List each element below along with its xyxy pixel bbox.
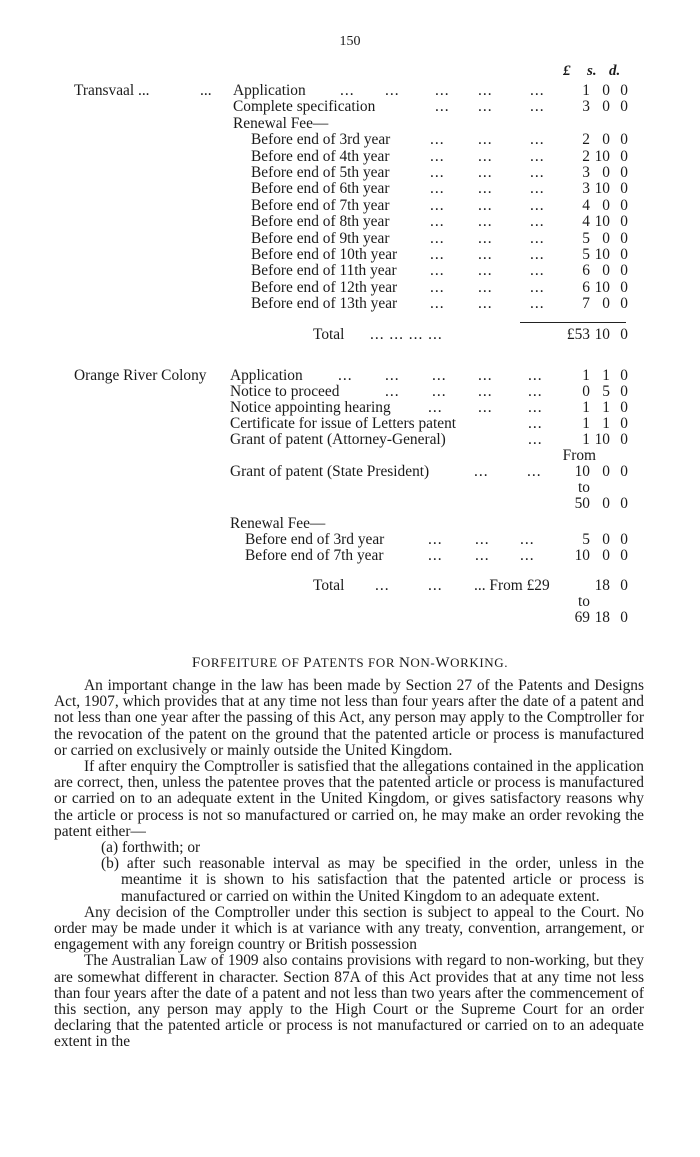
fee-shillings: 0 xyxy=(602,197,610,214)
transvaal-total-pounds: £53 xyxy=(566,326,590,343)
leader-dots: ... xyxy=(530,148,545,165)
list-item-a xyxy=(54,840,644,856)
fee-pounds: 3 xyxy=(582,98,590,115)
fee-item-label: Before end of 3rd year xyxy=(245,531,385,548)
section-heading xyxy=(0,655,700,672)
fee-shillings: 0 xyxy=(602,531,610,548)
fee-shillings: 0 xyxy=(602,82,610,99)
leader-dots: ... xyxy=(478,148,493,165)
leader-dots: ... xyxy=(530,262,545,279)
fee-item-label: Renewal Fee— xyxy=(233,115,329,132)
state-president-grant-label: Grant of patent (State President) xyxy=(230,463,430,480)
fee-pence: 0 xyxy=(620,547,628,564)
leader-dots: ... xyxy=(478,383,493,400)
fee-item-label: Before end of 6th year xyxy=(251,180,390,197)
item-marker: (a) xyxy=(101,839,119,857)
fee-shillings: 10 xyxy=(594,180,610,197)
leader-dots: ... xyxy=(478,279,493,296)
leader-dots: ... xyxy=(478,246,493,263)
heading-cap: P xyxy=(303,655,313,671)
fee-pounds: 4 xyxy=(582,197,590,214)
leader-dots: ... xyxy=(478,213,493,230)
fee-pounds: 3 xyxy=(582,164,590,181)
fee-pounds: 1 xyxy=(582,367,590,384)
fee-pounds: 6 xyxy=(582,262,590,279)
fee-item-label: Application xyxy=(230,367,303,384)
leader-dots: ... xyxy=(375,577,390,594)
orange-total-to-pence: 0 xyxy=(620,609,628,626)
leader-dots: ... xyxy=(528,383,543,400)
leader-dots: ... xyxy=(430,279,445,296)
leader-dots: ... xyxy=(528,431,543,448)
fee-pounds: 4 xyxy=(582,213,590,230)
fee-item-label: Before end of 11th year xyxy=(251,262,397,279)
orange-river-region-label: Orange River Colony xyxy=(74,367,207,384)
leader-dots: ... xyxy=(432,367,447,384)
orange-total-from-shillings: 18 xyxy=(594,577,610,594)
president-to-pounds: 50 xyxy=(574,495,590,512)
leader-dots: ... xyxy=(520,547,535,564)
transvaal-total-rule xyxy=(520,322,626,323)
fee-pounds: 1 xyxy=(582,431,590,448)
leader-dots: ... xyxy=(528,399,543,416)
leader-dots: ... xyxy=(430,246,445,263)
heading-text: ORFEITURE OF xyxy=(200,655,304,670)
fee-pence: 0 xyxy=(620,180,628,197)
fee-shillings: 0 xyxy=(602,230,610,247)
fee-pence: 0 xyxy=(620,262,628,279)
leader-dots: ... xyxy=(478,180,493,197)
leader-dots: ... xyxy=(478,295,493,312)
leader-dots: ... xyxy=(428,547,443,564)
fee-pence: 0 xyxy=(620,131,628,148)
leader-dots: ... xyxy=(530,180,545,197)
fee-shillings: 10 xyxy=(594,213,610,230)
fee-pounds: 0 xyxy=(582,383,590,400)
fee-pounds: 1 xyxy=(582,399,590,416)
fee-item-label: Before end of 13th year xyxy=(251,295,398,312)
fee-shillings: 0 xyxy=(602,295,610,312)
leader-dots: ... xyxy=(430,213,445,230)
fee-pounds: 1 xyxy=(582,82,590,99)
fee-pence: 0 xyxy=(620,82,628,99)
leader-dots: ... xyxy=(478,98,493,115)
fee-pence: 0 xyxy=(620,230,628,247)
to-label: to xyxy=(578,479,590,496)
fee-item-label: Certificate for issue of Letters patent xyxy=(230,415,457,432)
leader-dots: ... xyxy=(530,197,545,214)
leader-dots: ... xyxy=(530,279,545,296)
leader-dots: ... xyxy=(435,82,450,99)
fee-pence: 0 xyxy=(620,148,628,165)
leader-dots: ... xyxy=(340,82,355,99)
region-leader-dots: ... xyxy=(200,82,212,99)
fee-pounds: 5 xyxy=(582,246,590,263)
paragraph: If after enquiry the Comptroller is satisfied that the allegations contained in the application are correct, then, unless the patentee proves that the patented article or process is manufactured or carried on to an adequate extent in the United Kingdom, or gives satisfactory reasons why the article or process is not so manufactured or carried on, he may make an order revoking the patent either— xyxy=(54,758,644,840)
leader-dots: ... xyxy=(478,262,493,279)
leader-dots: ... xyxy=(530,82,545,99)
fee-pounds: 2 xyxy=(582,131,590,148)
fee-pence: 0 xyxy=(620,279,628,296)
leader-dots: ... xyxy=(430,197,445,214)
fee-pence: 0 xyxy=(620,367,628,384)
pence-column-header: d. xyxy=(609,63,621,79)
fee-pence: 0 xyxy=(620,531,628,548)
pounds-column-header: £ xyxy=(563,63,571,79)
leader-dots: ... xyxy=(478,82,493,99)
orange-total-to-shillings: 18 xyxy=(594,609,610,626)
fee-shillings: 0 xyxy=(602,164,610,181)
total-leader-dots: ... ... ... ... xyxy=(370,326,443,343)
fee-pence: 0 xyxy=(620,415,628,432)
fee-pence: 0 xyxy=(620,213,628,230)
leader-dots: ... xyxy=(478,197,493,214)
leader-dots: ... xyxy=(527,463,542,480)
fee-item-label: Before end of 5th year xyxy=(251,164,390,181)
leader-dots: ... xyxy=(430,148,445,165)
leader-dots: ... xyxy=(478,164,493,181)
list-item-b xyxy=(54,856,644,905)
fee-pence: 0 xyxy=(620,399,628,416)
fee-pence: 0 xyxy=(620,431,628,448)
paragraph: The Australian Law of 1909 also contains provisions with regard to non-working, but they are somewhat different in character. Section 87A of this Act provides that at any time not less than four years after the date of a patent and not less than two years after the commencement of this section, any person may apply to the High Court or the Supreme Court for an order declaring that the patented article or process is not manufactured or carried on to an adequate extent in the xyxy=(54,952,644,1051)
leader-dots: ... xyxy=(430,295,445,312)
fee-item-label: Before end of 7th year xyxy=(251,197,390,214)
fee-item-label: Application xyxy=(233,82,306,99)
fee-pence: 0 xyxy=(620,98,628,115)
leader-dots: ... xyxy=(520,531,535,548)
leader-dots: ... xyxy=(530,295,545,312)
orange-total-to-pounds: 69 xyxy=(574,609,590,626)
fee-shillings: 0 xyxy=(602,98,610,115)
fee-pence: 0 xyxy=(620,197,628,214)
fee-shillings: 10 xyxy=(594,148,610,165)
item-text: forthwith; or xyxy=(121,839,201,857)
leader-dots: ... xyxy=(528,415,543,432)
leader-dots: ... xyxy=(478,230,493,247)
fee-pounds: 10 xyxy=(574,547,590,564)
fee-item-label: Before end of 12th year xyxy=(251,279,398,296)
fee-item-label: Before end of 7th year xyxy=(245,547,384,564)
leader-dots: ... xyxy=(385,82,400,99)
paragraph: Any decision of the Comptroller under this section is subject to appeal to the Court. No order may be made under it which is at variance with any treaty, convention, arrangement, or engagement with any foreign country or British possession xyxy=(54,903,644,954)
fee-pounds: 7 xyxy=(582,295,590,312)
to-label: to xyxy=(578,593,590,610)
fee-shillings: 10 xyxy=(594,279,610,296)
heading-cap: N xyxy=(398,655,411,671)
leader-dots: ... xyxy=(428,531,443,548)
leader-dots: ... xyxy=(338,367,353,384)
president-from-pounds: 10 xyxy=(574,463,590,480)
leader-dots: ... xyxy=(530,213,545,230)
leader-dots: ... xyxy=(478,367,493,384)
leader-dots: ... xyxy=(475,547,490,564)
fee-item-label: Complete specification xyxy=(233,98,376,115)
heading-cap: F xyxy=(191,655,201,671)
fee-item-label: Notice appointing hearing xyxy=(230,399,391,416)
heading-text: ATENTS FOR xyxy=(312,655,399,670)
leader-dots: ... xyxy=(478,399,493,416)
fee-pounds: 1 xyxy=(582,415,590,432)
fee-shillings: 1 xyxy=(602,399,610,416)
leader-dots: ... xyxy=(530,98,545,115)
fee-pounds: 2 xyxy=(582,148,590,165)
leader-dots: ... xyxy=(474,463,489,480)
transvaal-total-label: Total xyxy=(313,326,345,343)
heading-text: ORKING. xyxy=(450,655,509,670)
president-from-shillings: 0 xyxy=(602,463,610,480)
leader-dots: ... xyxy=(428,399,443,416)
fee-shillings: 1 xyxy=(602,415,610,432)
fee-shillings: 10 xyxy=(594,246,610,263)
transvaal-region-label: Transvaal ... xyxy=(74,82,150,99)
president-from-pence: 0 xyxy=(620,463,628,480)
from-label: From xyxy=(562,447,596,464)
heading-text: ON- xyxy=(410,655,436,670)
fee-pounds: 5 xyxy=(582,230,590,247)
leader-dots: ... xyxy=(430,262,445,279)
fee-pounds: 5 xyxy=(582,531,590,548)
leader-dots: ... xyxy=(528,367,543,384)
fee-shillings: 10 xyxy=(594,431,610,448)
fee-item-label: Before end of 4th year xyxy=(251,148,390,165)
paragraph: An important change in the law has been made by Section 27 of the Patents and Designs Act, 1907, which provides that at any time not less than four years after the date of a patent and not less than one year after the passing of this Act, any person may apply to the Comptroller for the revocation of the patent on the ground that the patented article or process is manufactured or carried on exclusively or mainly outside the United Kingdom. xyxy=(54,677,644,759)
fee-shillings: 0 xyxy=(602,547,610,564)
fee-shillings: 5 xyxy=(602,383,610,400)
item-marker: (b) xyxy=(101,855,119,873)
leader-dots: ... xyxy=(478,131,493,148)
transvaal-total-shillings: 10 xyxy=(594,326,610,343)
leader-dots: ... xyxy=(430,230,445,247)
orange-total-from-pence: 0 xyxy=(620,577,628,594)
fee-pence: 0 xyxy=(620,295,628,312)
fee-item-label: Grant of patent (Attorney-General) xyxy=(230,431,446,448)
orange-total-label: Total xyxy=(313,577,345,594)
shillings-column-header: s. xyxy=(587,63,597,79)
leader-dots: ... xyxy=(430,164,445,181)
fee-shillings: 0 xyxy=(602,131,610,148)
fee-pence: 0 xyxy=(620,164,628,181)
fee-item-label: Before end of 9th year xyxy=(251,230,390,247)
leader-dots: ... xyxy=(530,164,545,181)
fee-item-label: Before end of 3rd year xyxy=(251,131,391,148)
fee-pence: 0 xyxy=(620,246,628,263)
president-to-pence: 0 xyxy=(620,495,628,512)
leader-dots: ... xyxy=(435,98,450,115)
leader-dots: ... xyxy=(430,180,445,197)
orange-total-from: ... From £29 xyxy=(474,577,550,594)
page-number: 150 xyxy=(339,34,361,49)
leader-dots: ... xyxy=(530,131,545,148)
president-to-shillings: 0 xyxy=(602,495,610,512)
fee-pounds: 3 xyxy=(582,180,590,197)
leader-dots: ... xyxy=(530,230,545,247)
heading-cap: W xyxy=(435,655,451,671)
transvaal-total-pence: 0 xyxy=(620,326,628,343)
body-text xyxy=(54,678,644,1051)
orange-renewal-heading: Renewal Fee— xyxy=(230,515,326,532)
fee-pounds: 6 xyxy=(582,279,590,296)
leader-dots: ... xyxy=(475,531,490,548)
fee-shillings: 0 xyxy=(602,262,610,279)
fee-item-label: Notice to proceed xyxy=(230,383,340,400)
fee-shillings: 1 xyxy=(602,367,610,384)
item-text: after such reasonable interval as may be specified in the order, unless in the meantime it is shown to his satisfaction that the patented article or process is manufactured or carried on within the United Kingdom to an adequate extent. xyxy=(121,855,644,905)
leader-dots: ... xyxy=(530,246,545,263)
fee-pence: 0 xyxy=(620,383,628,400)
leader-dots: ... xyxy=(385,383,400,400)
leader-dots: ... xyxy=(432,383,447,400)
leader-dots: ... xyxy=(428,577,443,594)
leader-dots: ... xyxy=(385,367,400,384)
fee-item-label: Before end of 10th year xyxy=(251,246,398,263)
leader-dots: ... xyxy=(430,131,445,148)
fee-item-label: Before end of 8th year xyxy=(251,213,390,230)
